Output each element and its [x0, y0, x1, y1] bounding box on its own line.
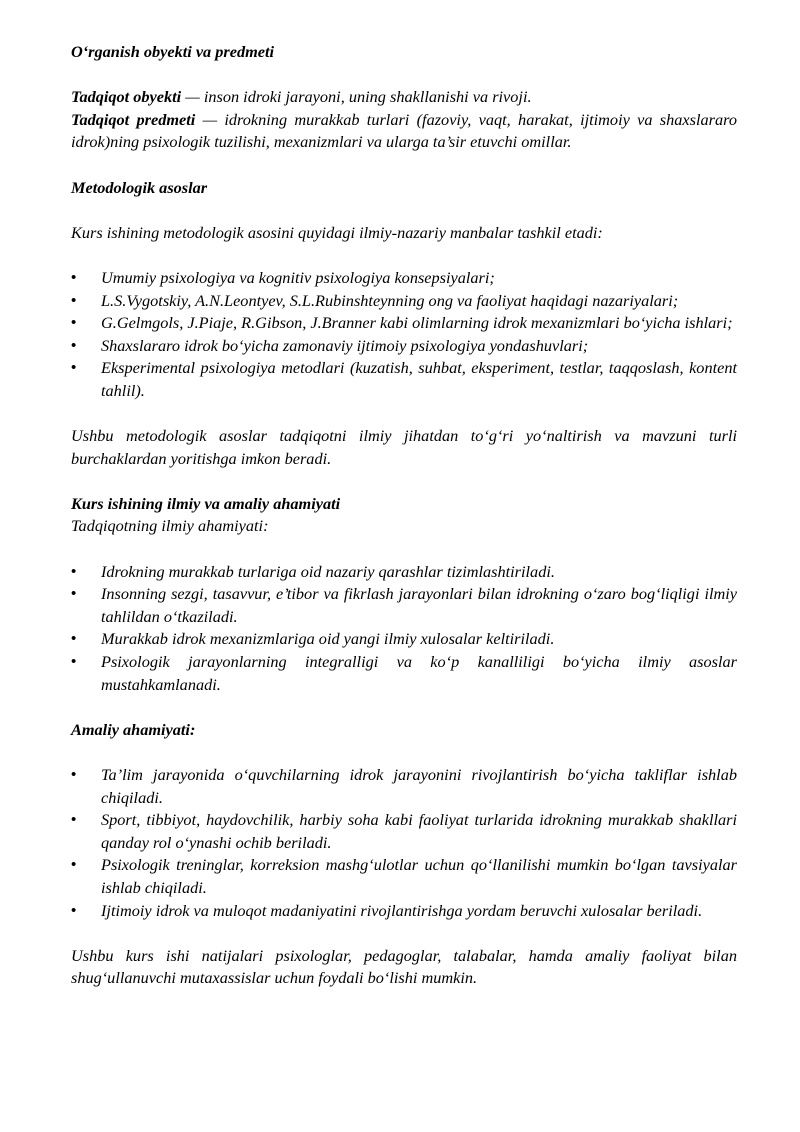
list-item	[71, 628, 737, 651]
bullet-icon: •	[71, 811, 77, 829]
list-item-text: Ta’lim jarayonida o‘quvchilarning idrok jarayonini rivojlantirish bo‘yicha takliflar ishlab chiqiladi.	[101, 765, 737, 807]
methodology-intro: Kurs ishining metodologik asosini quyidagi ilmiy-nazariy manbalar tashkil etadi:	[71, 222, 603, 242]
object-label: Tadqiqot obyekti	[71, 87, 182, 107]
list-item-text: Psixologik treninglar, korreksion mashg‘ulotlar uchun qo‘llanilishi mumkin bo‘lgan tavsiyalar ishlab chiqiladi.	[101, 855, 737, 897]
spacer	[71, 64, 737, 87]
spacer	[71, 696, 737, 719]
list-item	[71, 854, 737, 899]
section-heading-methodology: Metodologik asoslar	[71, 177, 208, 197]
list-item-text: Insonning sezgi, tasavvur, e’tibor va fikrlash jarayonlari bilan idrokning o‘zaro bog‘liqligi ilmiy tahlildan o‘tkaziladi.	[101, 584, 737, 626]
scientific-significance-list	[71, 561, 737, 697]
bullet-icon: •	[71, 336, 77, 354]
object-paragraph	[71, 86, 737, 109]
bullet-icon: •	[71, 653, 77, 671]
bullet-icon: •	[71, 359, 77, 377]
list-item	[71, 290, 737, 313]
list-item-text: L.S.Vygotskiy, A.N.Leontyev, S.L.Rubinshteynning ong va faoliyat haqidagi nazariyalari;	[101, 290, 679, 310]
spacer	[71, 741, 737, 764]
spacer	[71, 538, 737, 561]
list-item-text: Murakkab idrok mexanizmlariga oid yangi ilmiy xulosalar keltiriladi.	[101, 629, 555, 649]
list-item	[71, 583, 737, 628]
bullet-icon: •	[71, 901, 77, 919]
list-item-text: Idrokning murakkab turlariga oid nazariy qarashlar tizimlashtiriladi.	[101, 561, 555, 581]
list-item	[71, 335, 737, 358]
bullet-icon: •	[71, 630, 77, 648]
subject-text: — idrokning murakkab turlari (fazoviy, vaqt, harakat, ijtimoiy va shaxslararo idrok)ning psixologik tuzilishi, mexanizmlari va ularga ta’sir etuvchi omillar.	[71, 109, 737, 152]
list-item-text: Ijtimoiy idrok va muloqot madaniyatini rivojlantirishga yordam beruvchi xulosalar beriladi.	[101, 900, 703, 920]
bullet-icon: •	[71, 291, 77, 309]
spacer	[71, 244, 737, 267]
spacer	[71, 154, 737, 177]
bullet-icon: •	[71, 856, 77, 874]
spacer	[71, 199, 737, 222]
list-item-text: Shaxslararo idrok bo‘yicha zamonaviy ijtimoiy psixologiya yondashuvlari;	[101, 335, 589, 355]
bullet-icon: •	[71, 562, 77, 580]
spacer	[71, 922, 737, 945]
list-item-text: Umumiy psixologiya va kognitiv psixologiya konsepsiyalari;	[101, 267, 495, 287]
bullet-icon: •	[71, 268, 77, 286]
final-conclusion: Ushbu kurs ishi natijalari psixologlar, pedagoglar, talabalar, hamda amaliy faoliyat bilan shug‘ullanuvchi mutaxassislar uchun foydali bo‘lishi mumkin.	[71, 945, 737, 988]
list-item-text: Psixologik jarayonlarning integralligi va ko‘p kanalliligi bo‘yicha ilmiy asoslar mustahkamlanadi.	[101, 652, 737, 694]
practical-significance-list	[71, 764, 737, 922]
list-item-text: G.Gelmgols, J.Piaje, R.Gibson, J.Branner kabi olimlarning idrok mexanizmlari bo‘yicha ishlari;	[101, 313, 733, 333]
list-item-text: Sport, tibbiyot, haydovchilik, harbiy soha kabi faoliyat turlarida idrokning murakkab shakllari qanday rol o‘ynashi ochib beriladi.	[101, 810, 737, 852]
object-text: — inson idroki jarayoni, uning shakllanishi va rivoji.	[181, 87, 532, 107]
list-item	[71, 267, 737, 290]
bullet-icon: •	[71, 766, 77, 783]
spacer	[71, 470, 737, 493]
subject-label: Tadqiqot predmeti	[71, 109, 196, 129]
subject-paragraph	[71, 109, 737, 154]
methodology-list	[71, 267, 737, 403]
spacer	[71, 403, 737, 426]
list-item	[71, 561, 737, 584]
section-heading-object: O‘rganish obyekti va predmeti	[71, 42, 275, 61]
section-heading-practical: Amaliy ahamiyati:	[71, 719, 196, 739]
list-item-text: Eksperimental psixologiya metodlari (kuzatish, suhbat, eksperiment, testlar, taqqoslash, kontent tahlil).	[101, 358, 737, 400]
list-item	[71, 312, 737, 335]
methodology-conclusion: Ushbu metodologik asoslar tadqiqotni ilmiy jihatdan to‘g‘ri yo‘naltirish va mavzuni turli burchaklardan yoritishga imkon beradi.	[71, 426, 737, 468]
list-item	[71, 900, 737, 923]
document-page	[71, 41, 737, 990]
list-item	[71, 764, 737, 809]
list-item	[71, 651, 737, 696]
list-item	[71, 809, 737, 854]
list-item	[71, 357, 737, 402]
section-heading-significance: Kurs ishining ilmiy va amaliy ahamiyati	[71, 493, 341, 513]
bullet-icon: •	[71, 314, 77, 332]
bullet-icon: •	[71, 585, 77, 603]
scientific-significance-subheading: Tadqiqotning ilmiy ahamiyati:	[71, 516, 269, 536]
